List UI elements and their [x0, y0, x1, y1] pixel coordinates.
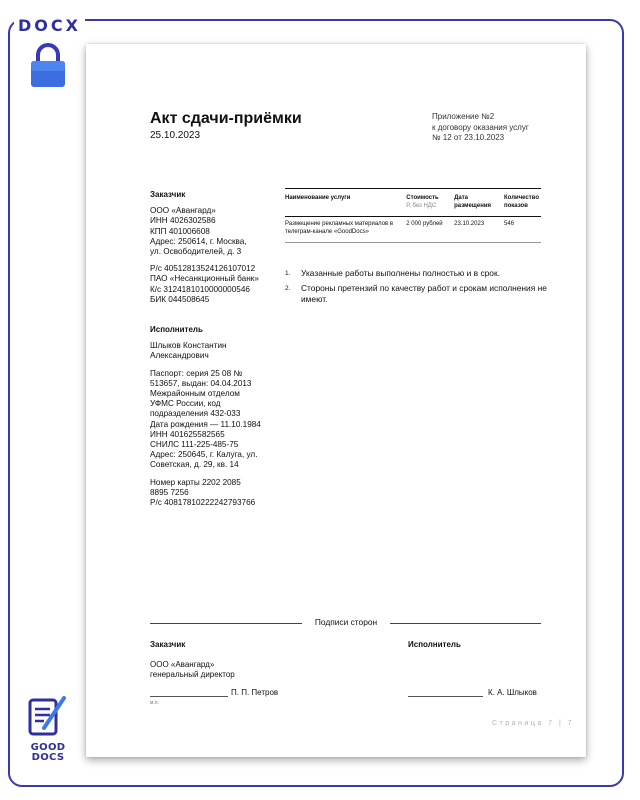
customer-line: Адрес: 250614, г. Москва, — [150, 236, 247, 246]
divider — [150, 623, 302, 624]
customer-line: ИНН 4026302586 — [150, 216, 216, 226]
customer-line: ул. Освободителей, д. 3 — [150, 247, 242, 257]
signatures-header — [150, 617, 541, 629]
logo-line-1: GOOD — [30, 742, 66, 753]
contractor-line: Шлыков Константин — [150, 341, 227, 351]
table-cell: 546 — [504, 217, 541, 243]
sig-customer-heading: Заказчик — [150, 640, 186, 649]
parties-column — [150, 190, 280, 515]
appendix-line: к договору оказания услуг — [432, 122, 529, 132]
gooddocs-logo — [26, 694, 70, 762]
lock-icon — [28, 42, 68, 88]
contractor-signature-block — [408, 640, 461, 651]
contractor-line: Паспорт: серия 25 08 № — [150, 368, 243, 378]
document-page — [86, 44, 586, 757]
sig-contractor-heading: Исполнитель — [408, 640, 461, 649]
contractor-line: УФМС России, код — [150, 399, 221, 409]
signatures-title: Подписи сторон — [314, 617, 378, 627]
document-pen-icon — [26, 694, 70, 738]
list-number: 2. — [285, 285, 291, 292]
table-cell: Размещение рекламных материалов в телеграм-канале «GoodDocs» — [285, 217, 406, 243]
contractor-line: Межрайонным отделом — [150, 389, 240, 399]
sig-customer-role: генеральный директор — [150, 670, 235, 679]
bank-line: БИК 044508645 — [150, 294, 210, 304]
customer-signer: П. П. Петров — [231, 688, 279, 697]
page-number: Страница 7 | 7 — [492, 720, 575, 727]
table-header-row — [285, 189, 541, 217]
list-text: Стороны претензий по качеству работ и срокам исполнения не имеют. — [301, 283, 547, 304]
bank-line: К/с 3124181010000000546 — [150, 284, 250, 294]
contractor-heading: Исполнитель — [150, 325, 203, 335]
card-line: Р/с 40817810222242793766 — [150, 498, 256, 508]
sig-customer-company: ООО «Авангард» — [150, 659, 215, 669]
header-main: Стоимость — [406, 195, 439, 201]
contractor-details — [150, 369, 280, 471]
header-main: Наименование услуги — [285, 195, 351, 201]
customer-line: ООО «Авангард» — [150, 206, 216, 216]
table-cell: 2 000 рублей — [406, 217, 454, 243]
document-date: 25.10.2023 — [150, 130, 201, 141]
card-line: 8895 7256 — [150, 487, 189, 497]
services-table — [285, 188, 541, 243]
list-text: Указанные работы выполнены полностью и в срок. — [301, 268, 500, 278]
contractor-line: ИНН 401625582565 — [150, 429, 225, 439]
customer-line: КПП 401006608 — [150, 226, 210, 236]
divider — [390, 623, 541, 624]
list-item — [285, 283, 547, 305]
notes-list — [285, 268, 547, 309]
appendix-line: Приложение №2 — [432, 112, 495, 121]
header-cell — [285, 189, 406, 217]
table-row — [285, 217, 541, 243]
brand-label: DOCX — [14, 16, 85, 35]
document-title: Акт сдачи-приёмки — [150, 110, 302, 127]
header-sub: Р, без НДС — [406, 202, 437, 209]
header-main: Количество показов — [504, 195, 539, 209]
header-cell — [454, 189, 504, 217]
appendix-line: № 12 от 23.10.2023 — [432, 133, 505, 142]
table-cell: 23.10.2023 — [454, 217, 504, 243]
header-cell — [406, 189, 454, 217]
signature-line — [408, 696, 483, 697]
contractor-line: подразделения 432-033 — [150, 409, 241, 419]
stamp-label: м.п. — [150, 700, 159, 706]
customer-heading: Заказчик — [150, 190, 186, 199]
customer-bank — [150, 264, 280, 305]
contractor-line: Адрес: 250645, г. Калуга, ул. — [150, 450, 258, 460]
contractor-signer: К. А. Шлыков — [488, 688, 537, 697]
bank-line: Р/с 40512813524126107012 — [150, 264, 256, 274]
header-main: Дата размещения — [454, 195, 492, 209]
contractor-line: Дата рождения — 11.10.1984 — [150, 419, 261, 429]
contractor-line: СНИЛС 111-225-485-75 — [150, 440, 239, 450]
contractor-card — [150, 478, 280, 509]
list-number: 1. — [285, 270, 291, 277]
signature-line — [150, 696, 228, 697]
contractor-line: Советская, д. 29, кв. 14 — [150, 460, 239, 470]
contractor-line: Александрович — [150, 351, 209, 361]
appendix-block — [432, 112, 529, 144]
list-item — [285, 268, 547, 279]
contractor-name — [150, 341, 280, 361]
card-line: Номер карты 2202 2085 — [150, 477, 241, 487]
customer-signature-block — [150, 640, 235, 681]
logo-line-2: DOCS — [31, 752, 65, 763]
contractor-line: 513657, выдан: 04.04.2013 — [150, 378, 252, 388]
header-cell — [504, 189, 541, 217]
bank-line: ПАО «Несанкционный банк» — [150, 274, 259, 284]
customer-company — [150, 206, 280, 257]
